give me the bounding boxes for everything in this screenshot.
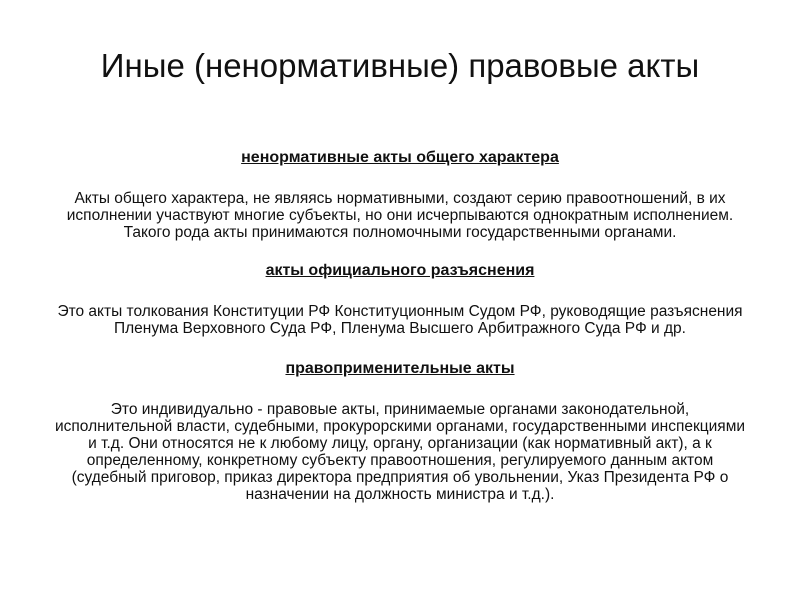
section-body-official-clarification: Это акты толкования Конституции РФ Конституционным Судом РФ, руководящие разъяснения Пленума Верховного Суда РФ, Пленума Высшего Арбитражного Суда РФ и др. — [57, 303, 743, 337]
section-heading-law-enforcement-acts: правоприменительные акты — [285, 360, 515, 377]
section-body-law-enforcement-acts: Это индивидуально - правовые акты, принимаемые органами законодательной, исполнительной власти, судебными, прокурорскими органами, государственными инспекциями и т.д. Они относятся не к любому лицу, органу, организации (как нормативный акт), а к определенному, конкретному субъекту правоотношения, регулируемого данным актом (судебный приговор, приказ директора предприятия об увольнении, Указ Президента РФ о назначении на должность министра и т.д.). — [54, 401, 746, 503]
section-body-general-acts: Акты общего характера, не являясь нормативными, создают серию правоотношений, в их исполнении участвуют многие субъекты, но они исчерпываются однократным исполнением. Такого рода акты принимаются полномочными государственными органами. — [66, 190, 734, 241]
section-heading-general-acts: ненормативные акты общего характера — [241, 149, 559, 166]
slide-title: Иные (ненормативные) правовые акты — [100, 47, 700, 84]
section-heading-official-clarification: акты официального разъяснения — [265, 262, 535, 279]
slide-content — [50, 148, 750, 503]
